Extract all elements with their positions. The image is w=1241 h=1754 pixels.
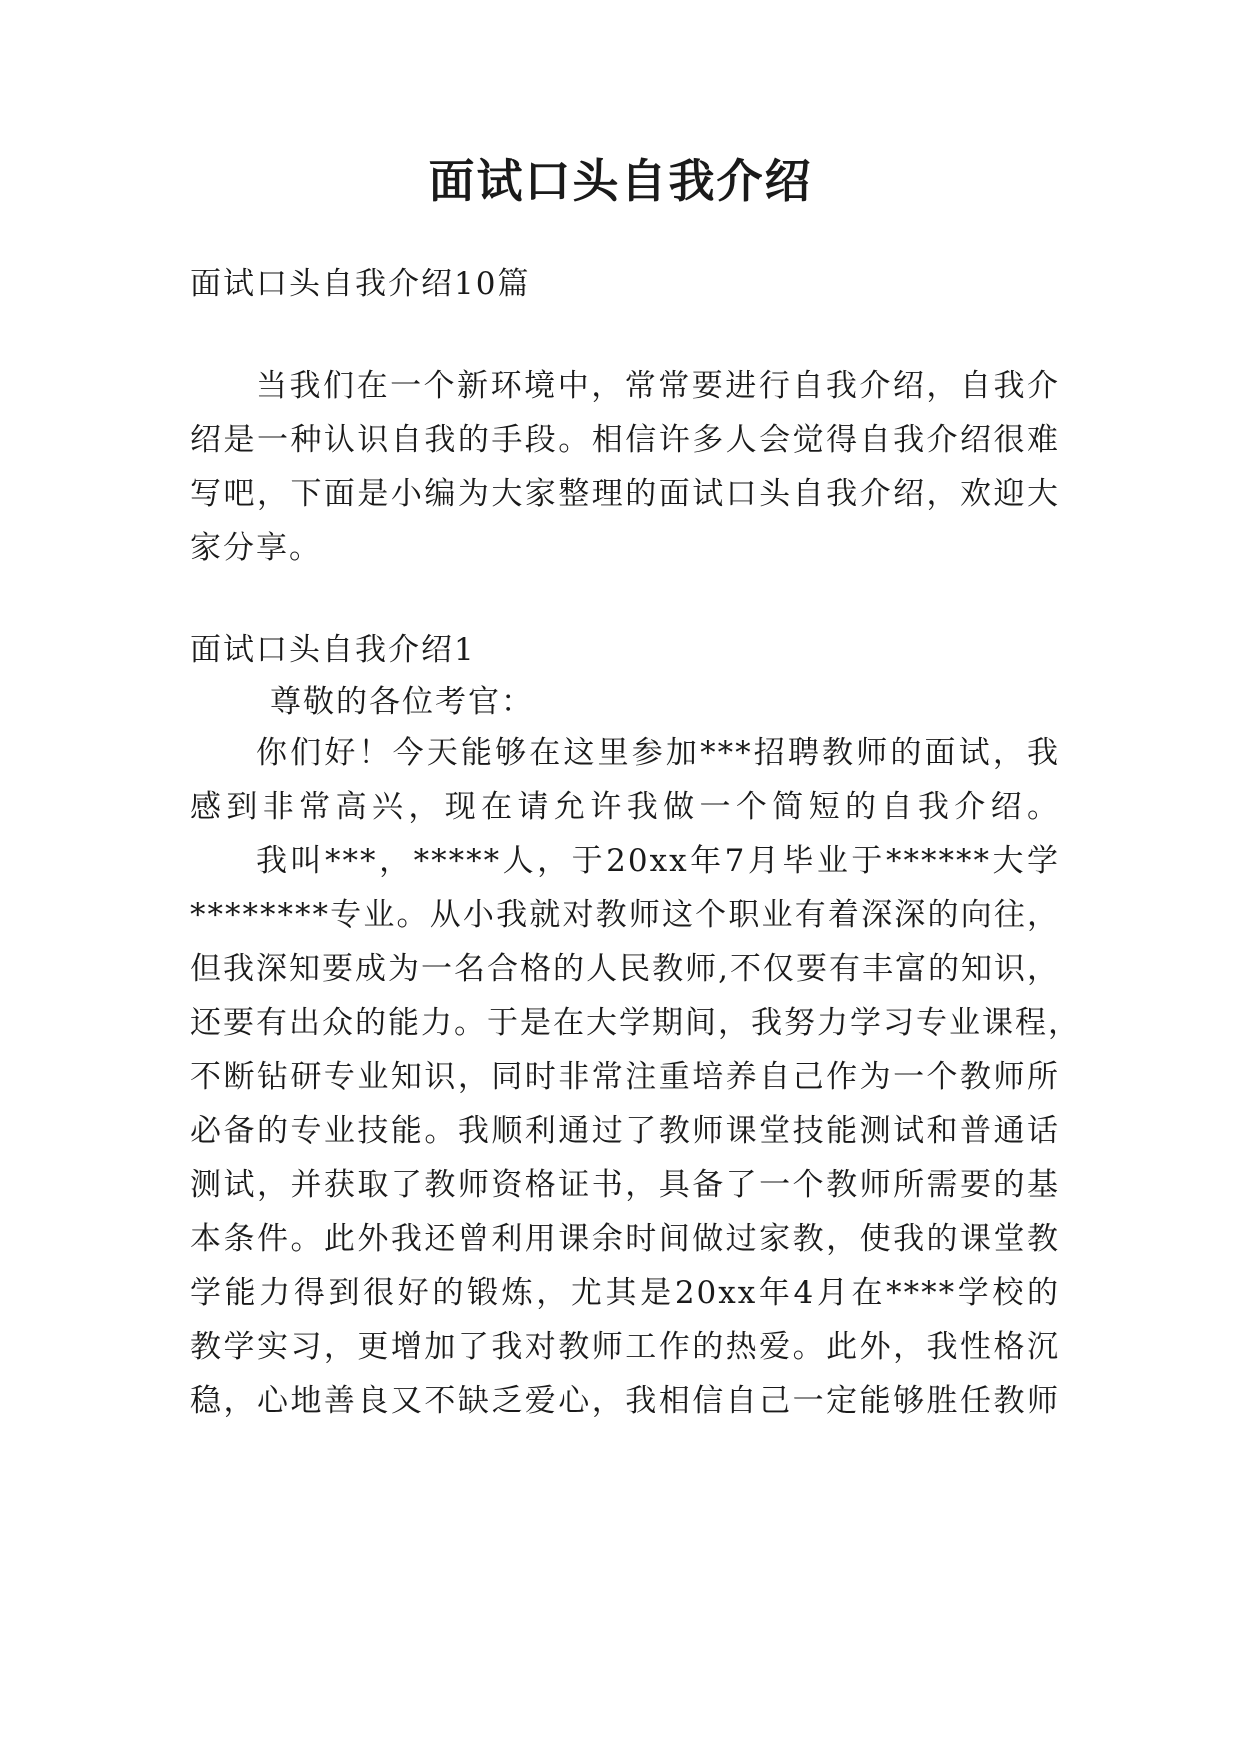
paragraph-line: 但我深知要成为一名合格的人民教师,不仅要有丰富的知识， xyxy=(190,951,1060,987)
paragraph-line: 学能力得到很好的锻炼，尤其是20xx年4月在****学校的 xyxy=(190,1275,1060,1311)
paragraph-line: 你们好！今天能够在这里参加***招聘教师的面试，我 xyxy=(256,735,1060,771)
paragraph-line: 教学实习，更增加了我对教师工作的热爱。此外，我性格沉 xyxy=(190,1329,1060,1365)
paragraph-line: 本条件。此外我还曾利用课余时间做过家教，使我的课堂教 xyxy=(190,1221,1060,1257)
paragraph-line: 测试，并获取了教师资格证书，具备了一个教师所需要的基 xyxy=(190,1167,1060,1203)
paragraph-line: 不断钻研专业知识，同时非常注重培养自己作为一个教师所 xyxy=(190,1059,1060,1095)
document-subtitle: 面试口头自我介绍10篇 xyxy=(190,266,531,302)
salutation: 尊敬的各位考官： xyxy=(270,684,534,720)
intro-line: 绍是一种认识自我的手段。相信许多人会觉得自我介绍很难 xyxy=(190,422,1060,458)
intro-line: 当我们在一个新环境中，常常要进行自我介绍，自我介 xyxy=(256,368,1060,404)
intro-line: 写吧，下面是小编为大家整理的面试口头自我介绍，欢迎大 xyxy=(190,476,1060,512)
section-heading: 面试口头自我介绍1 xyxy=(190,632,476,668)
intro-line: 家分享。 xyxy=(190,530,322,566)
paragraph-line: 必备的专业技能。我顺利通过了教师课堂技能测试和普通话 xyxy=(190,1113,1060,1149)
paragraph-line: 我叫***，*****人，于20xx年7月毕业于******大学 xyxy=(256,843,1060,879)
paragraph-line: 稳，心地善良又不缺乏爱心，我相信自己一定能够胜任教师 xyxy=(190,1383,1060,1419)
page-title: 面试口头自我介绍 xyxy=(428,154,813,208)
paragraph-line: 感到非常高兴，现在请允许我做一个简短的自我介绍。 xyxy=(190,789,1060,825)
paragraph-line: ********专业。从小我就对教师这个职业有着深深的向往， xyxy=(190,897,1060,933)
paragraph-line: 还要有出众的能力。于是在大学期间，我努力学习专业课程， xyxy=(190,1005,1081,1041)
